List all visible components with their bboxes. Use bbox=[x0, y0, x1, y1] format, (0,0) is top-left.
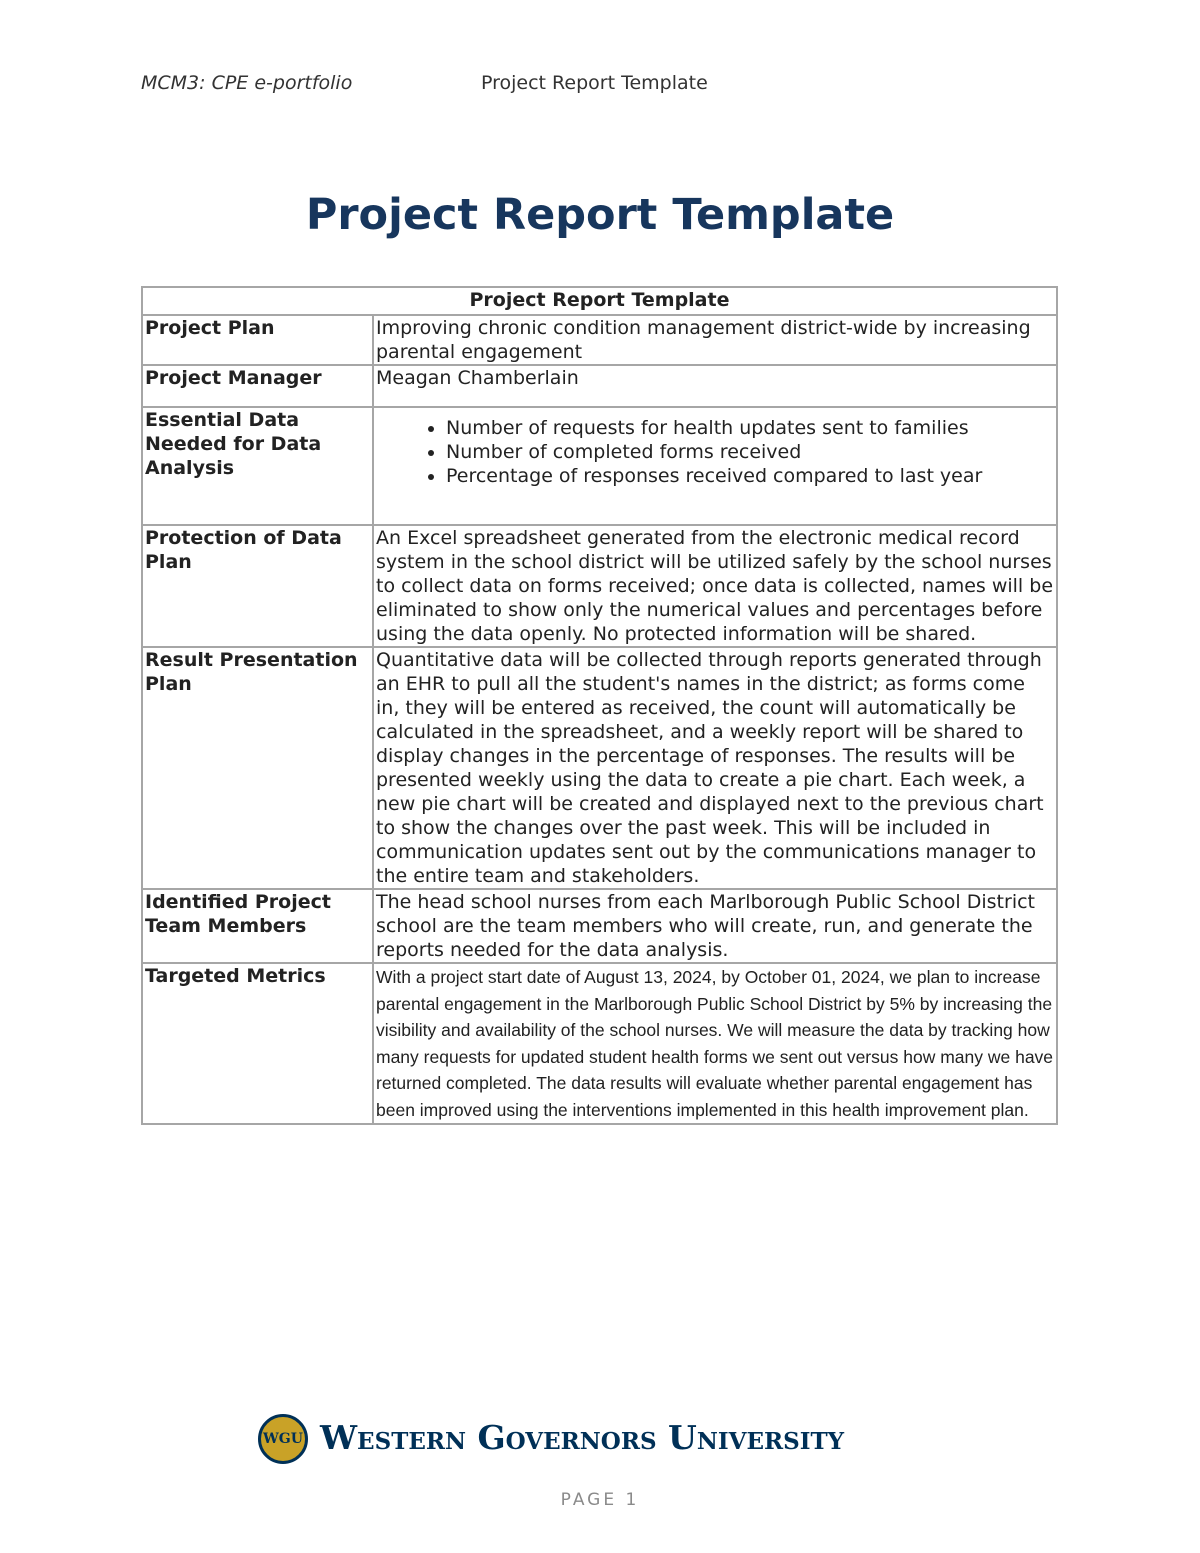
wgu-logo bbox=[258, 1412, 918, 1470]
header-doc-title: Project Report Template bbox=[481, 72, 708, 94]
table-row bbox=[142, 315, 1057, 365]
report-table bbox=[141, 286, 1058, 1125]
row-value: Quantitative data will be collected through reports generated through an EHR to pull all the student's names in the district; as forms come in, they will be entered as received, the count will automatically be calculated in the spreadsheet, and a weekly report will be shared to display changes in the percentage of responses. The results will be presented weekly using the data to create a pie chart. Each week, a new pie chart will be created and displayed next to the previous chart to show the changes over the past week. This will be included in communication updates sent out by the communications manager to the entire team and stakeholders. bbox=[373, 647, 1057, 889]
bullet-list bbox=[376, 416, 1054, 488]
list-item: • Percentage of responses received compared to last year bbox=[446, 464, 1054, 488]
row-label: Result Presentation Plan bbox=[142, 647, 373, 889]
row-value: An Excel spreadsheet generated from the electronic medical record system in the school district will be utilized safely by the school nurses to collect data on forms received; once data is collected, names will be eliminated to show only the numerical values and percentages before using the data openly. No protected information will be shared. bbox=[373, 525, 1057, 647]
row-value bbox=[373, 407, 1057, 525]
document-title: Project Report Template bbox=[305, 190, 895, 240]
logo-wordmark: Western Governors University bbox=[320, 1418, 845, 1457]
page-number: PAGE 1 bbox=[560, 1490, 640, 1510]
table-row bbox=[142, 365, 1057, 407]
header-course: MCM3: CPE e-portfolio bbox=[141, 72, 353, 94]
list-item: • Number of requests for health updates sent to families bbox=[446, 416, 1054, 440]
row-label: Protection of Data Plan bbox=[142, 525, 373, 647]
table-caption: Project Report Template bbox=[142, 287, 1057, 315]
table-row bbox=[142, 647, 1057, 889]
row-value: The head school nurses from each Marlborough Public School District school are the team members who will create, run, and generate the reports needed for the data analysis. bbox=[373, 889, 1057, 963]
row-label: Essential Data Needed for Data Analysis bbox=[142, 407, 373, 525]
seal-text: WGU bbox=[263, 1431, 303, 1447]
row-label: Identified Project Team Members bbox=[142, 889, 373, 963]
row-label: Project Manager bbox=[142, 365, 373, 407]
list-item: • Number of completed forms received bbox=[446, 440, 1054, 464]
row-value: Meagan Chamberlain bbox=[373, 365, 1057, 407]
table-row bbox=[142, 889, 1057, 963]
table-row bbox=[142, 525, 1057, 647]
wgu-seal-icon bbox=[258, 1414, 308, 1464]
table-row bbox=[142, 963, 1057, 1124]
row-label: Project Plan bbox=[142, 315, 373, 365]
table-row bbox=[142, 407, 1057, 525]
row-label: Targeted Metrics bbox=[142, 963, 373, 1124]
row-value: Improving chronic condition management district-wide by increasing parental engagement bbox=[373, 315, 1057, 365]
table-caption-row bbox=[142, 287, 1057, 315]
row-value: With a project start date of August 13, 2024, by October 01, 2024, we plan to increase parental engagement in the Marlborough Public School District by 5% by increasing the visibility and availability of the school nurses. We will measure the data by tracking how many requests for updated student health forms we sent out versus how many we have returned completed. The data results will evaluate whether parental engagement has been improved using the interventions implemented in this health improvement plan. bbox=[373, 963, 1057, 1124]
